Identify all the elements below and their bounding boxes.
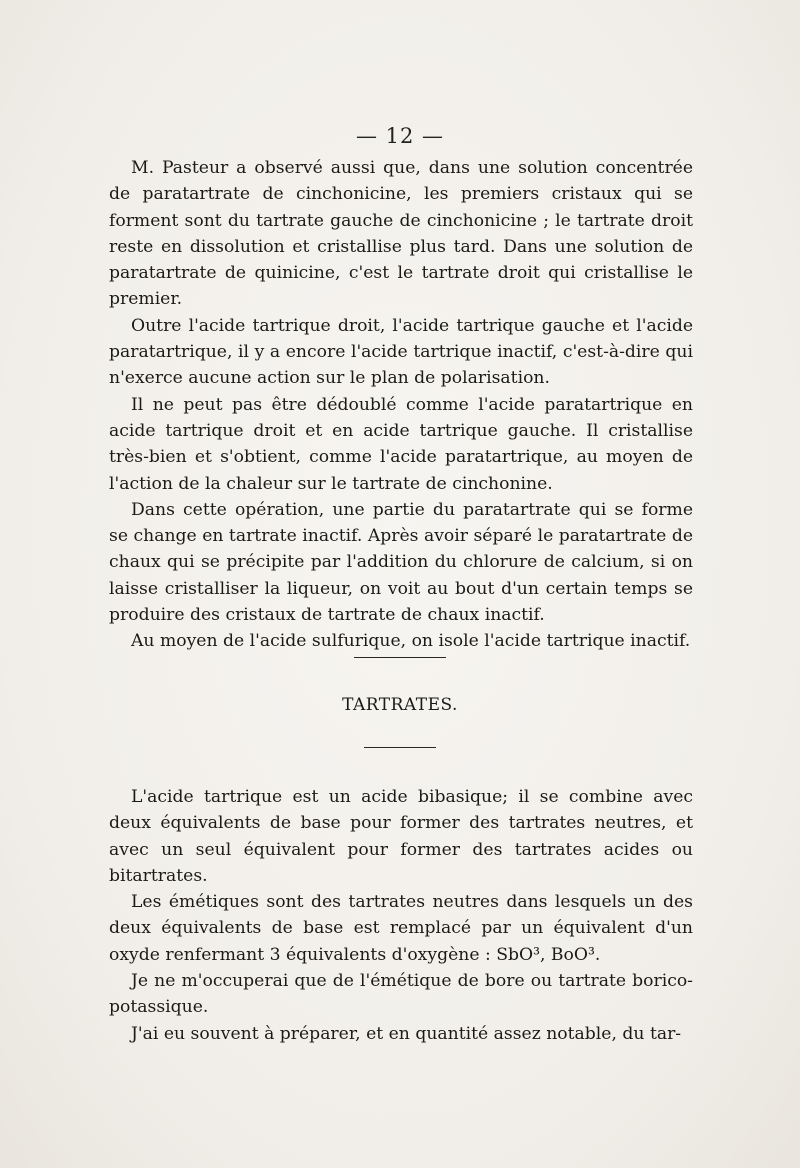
paragraph: J'ai eu souvent à préparer, et en quantité assez notable, du tar- (131, 1023, 682, 1044)
paragraph: Je ne m'occuperai que de l'émétique de bore ou tartrate borico-potassique. (109, 971, 693, 1018)
body-text-upper (109, 155, 693, 655)
section-heading: TARTRATES. (342, 695, 458, 715)
section-divider-top (354, 657, 446, 658)
paragraph: L'acide tartrique est un acide bibasique; il se combine avec deux équivalents de base pour former des tartrates neutres, et avec un seul équivalent pour former des tartrates acides ou bitartrates. (109, 787, 693, 886)
paragraph: Il ne peut pas être dédoublé comme l'acide paratartrique en acide tartrique droit et en acide tartrique gauche. Il cristallise très-bien et s'obtient, comme l'acide paratartrique, au moyen de l'action de la chaleur sur le tartrate de cinchonine. (109, 394, 693, 494)
paragraph: Les émétiques sont des tartrates neutres dans lesquels un des deux équivalents de base est remplacé par un équivalent d'un oxyde renfermant 3 équivalents d'oxygène : SbO³, BoO³. (109, 892, 693, 965)
paragraph: Au moyen de l'acide sulfurique, on isole l'acide tartrique inactif. (131, 631, 691, 652)
paragraph: M. Pasteur a observé aussi que, dans une solution concentrée de paratartrate de cinchonicine, les premiers cristaux qui se forment sont du tartrate gauche de cinchonicine ; le tartrate droit reste en dissolution et cristallise plus tard. Dans une solution de paratartrate de quinicine, c'est le tartrate droit qui cristallise le premier. (109, 158, 693, 310)
page-number: — 12 — (355, 124, 445, 148)
section-divider-bottom (364, 747, 436, 748)
body-text-lower (109, 784, 693, 1047)
paragraph: Outre l'acide tartrique droit, l'acide tartrique gauche et l'acide paratartrique, il y a encore l'acide tartrique inactif, c'est-à-dire qui n'exerce aucune action sur le plan de polarisation. (109, 315, 693, 389)
paragraph: Dans cette opération, une partie du paratartrate qui se forme se change en tartrate inactif. Après avoir séparé le paratartrate de chaux qui se précipite par l'addition du chlorure de calcium, si on laisse cristalliser la liqueur, on voit au bout d'un certain temps se produire des cristaux de tartrate de chaux inactif. (109, 499, 693, 626)
